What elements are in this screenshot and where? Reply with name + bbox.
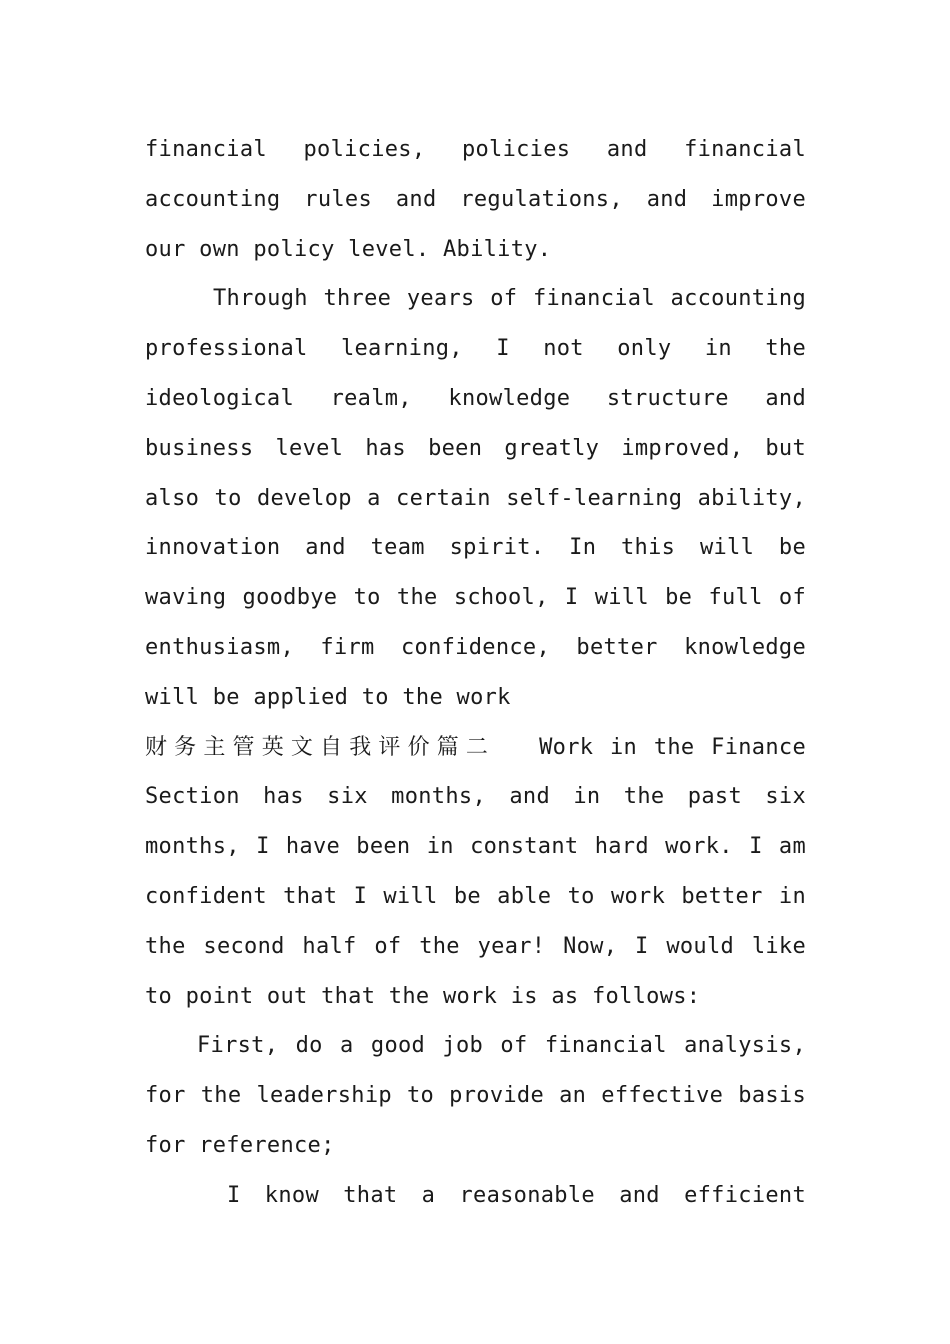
paragraph-text: financial policies, policies and financial accounting rules and regulations, and improve our own policy level. Ability. [145,137,806,262]
paragraph-finance-section [145,723,806,1022]
document-body [145,125,806,1221]
section-heading: 财务主管英文自我评价篇二 [145,734,496,760]
paragraph-text: I know that a reasonable and efficient [227,1182,806,1208]
paragraph-reasonable-efficient [145,1171,806,1221]
paragraph-text: First, do a good job of financial analysis, for the leadership to provide an effective basis for reference; [145,1033,806,1158]
paragraph-text: Work in the Finance Section has six months, and in the past six months, I have been in constant hard work. I am confident that I will be able to work better in the second half of the year! Now, I would like to point out that the work is as follows: [145,734,806,1009]
paragraph-text: Through three years of financial accounting professional learning, I not only in the ideological realm, knowledge structure and business level has been greatly improved, but also to develop a certain self-learning ability, innovation and team spirit. In this will be waving goodbye to the school, I will be full of enthusiasm, firm confidence, better knowledge will be applied to the work [145,286,806,710]
paragraph-three-years-learning [145,274,806,722]
paragraph-policies [145,125,806,274]
paragraph-financial-analysis [145,1021,806,1170]
